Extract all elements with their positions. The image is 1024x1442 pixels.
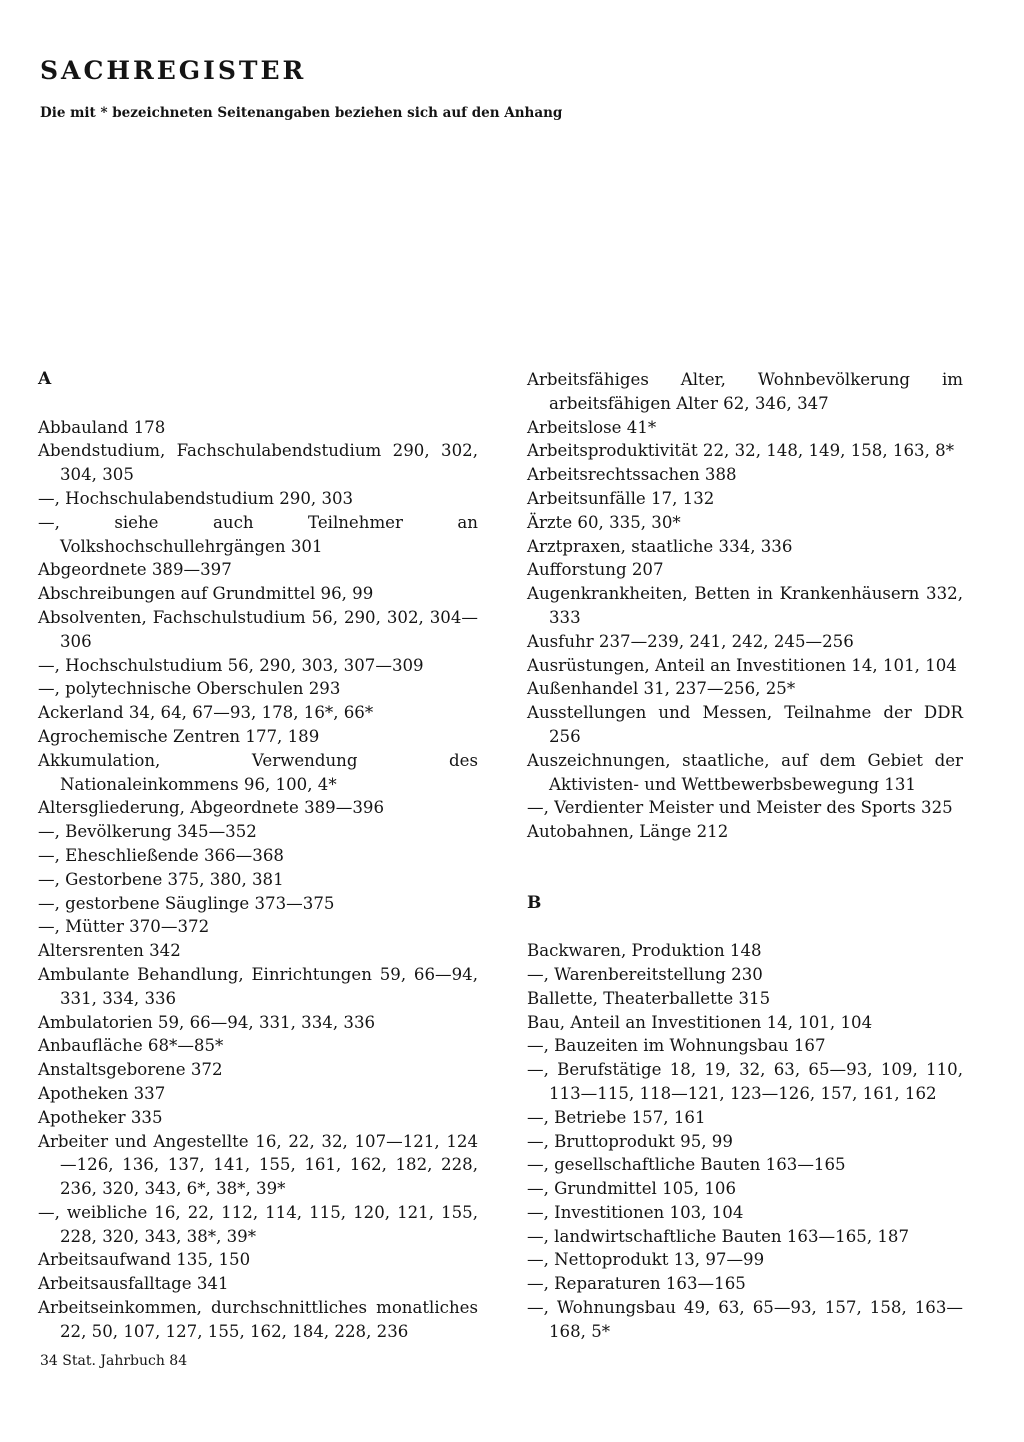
- index-entry: Arbeitseinkommen, durchschnittliches monatliches 22, 50, 107, 127, 155, 162, 184, 228, 236: [38, 1298, 478, 1341]
- index-entry: Abgeordnete 389—397: [38, 560, 232, 580]
- section-letter-b: B: [527, 892, 542, 913]
- index-entry: Ausstellungen und Messen, Teilnahme der DDR 256: [527, 703, 963, 746]
- index-entry: —, Reparaturen 163—165: [527, 1274, 746, 1294]
- index-entry: —, Gestorbene 375, 380, 381: [38, 869, 284, 889]
- index-entry: Ärzte 60, 335, 30*: [527, 512, 681, 532]
- index-entry: —, Bevölkerung 345—352: [38, 822, 257, 842]
- index-entry: Agrochemische Zentren 177, 189: [38, 726, 320, 746]
- index-entry: Arbeitsaufwand 135, 150: [38, 1250, 251, 1270]
- index-entry: Backwaren, Produktion 148: [527, 941, 762, 961]
- index-entry: Apotheken 337: [38, 1083, 166, 1103]
- index-entry: Ballette, Theaterballette 315: [527, 988, 771, 1008]
- index-entry: —, Verdienter Meister und Meister des Sports 325: [527, 798, 953, 818]
- index-entry: —, siehe auch Teilnehmer an Volkshochschullehrgängen 301: [38, 512, 478, 556]
- index-entry: —, Wohnungsbau 49, 63, 65—93, 157, 158, 163—168, 5*: [527, 1298, 963, 1341]
- index-entry: Arbeitsausfalltage 341: [38, 1274, 229, 1294]
- section-letter-a: A: [38, 369, 52, 389]
- index-entry: —, Grundmittel 105, 106: [527, 1179, 737, 1199]
- index-entry: Altersgliederung, Abgeordnete 389—396: [38, 798, 385, 818]
- index-entry: Arbeitsfähiges Alter, Wohnbevölkerung im arbeitsfähigen Alter 62, 346, 347: [527, 370, 963, 413]
- index-entry: Außenhandel 31, 237—256, 25*: [527, 679, 796, 699]
- index-column-left: [38, 368, 478, 1344]
- index-entry: Auszeichnungen, staatliche, auf dem Gebiet der Aktivisten- und Wettbewerbsbewegung 131: [527, 750, 963, 794]
- index-entry: —, Bauzeiten im Wohnungsbau 167: [527, 1036, 826, 1056]
- index-entry: Ausfuhr 237—239, 241, 242, 245—256: [527, 631, 854, 651]
- index-entry: Altersrenten 342: [38, 941, 181, 961]
- index-entry: —, weibliche 16, 22, 112, 114, 115, 120, 121, 155, 228, 320, 343, 38*, 39*: [38, 1202, 478, 1246]
- index-entry: Arbeitsunfälle 17, 132: [527, 488, 715, 508]
- index-entry: Bau, Anteil an Investitionen 14, 101, 104: [527, 1012, 873, 1032]
- index-entry: —, Eheschließende 366—368: [38, 845, 284, 865]
- page-footer: 34 Stat. Jahrbuch 84: [40, 1353, 188, 1369]
- index-entry: Ambulante Behandlung, Einrichtungen 59, 66—94, 331, 334, 336: [38, 964, 478, 1008]
- index-entry: Absolventen, Fachschulstudium 56, 290, 302, 304—306: [38, 607, 478, 651]
- index-entry: —, polytechnische Oberschulen 293: [38, 679, 341, 699]
- index-entry: —, Hochschulabendstudium 290, 303: [38, 488, 354, 508]
- index-entry: —, Mütter 370—372: [38, 917, 210, 937]
- index-entry: Aufforstung 207: [527, 560, 664, 580]
- index-entry: —, Nettoprodukt 13, 97—99: [527, 1250, 765, 1270]
- index-entry: Anbaufläche 68*—85*: [38, 1036, 224, 1056]
- index-entry: Arztpraxen, staatliche 334, 336: [527, 536, 793, 556]
- index-entry: Arbeitsrechtssachen 388: [527, 465, 737, 485]
- index-entry: —, landwirtschaftliche Bauten 163—165, 187: [527, 1226, 910, 1246]
- index-entry: Abbauland 178: [38, 417, 166, 437]
- index-entry: Augenkrankheiten, Betten in Krankenhäusern 332, 333: [527, 584, 963, 627]
- index-entry: Autobahnen, Länge 212: [527, 822, 729, 842]
- index-entry: —, gesellschaftliche Bauten 163—165: [527, 1155, 846, 1175]
- index-entry: —, Bruttoprodukt 95, 99: [527, 1131, 733, 1151]
- index-entry: Arbeitslose 41*: [527, 417, 657, 437]
- index-entry: —, Betriebe 157, 161: [527, 1107, 706, 1127]
- index-entry: —, Hochschulstudium 56, 290, 303, 307—309: [38, 655, 424, 675]
- index-entry: —, Warenbereitstellung 230: [527, 964, 763, 984]
- index-entry: Akkumulation, Verwendung des Nationaleinkommens 96, 100, 4*: [38, 750, 478, 794]
- index-entry: Abschreibungen auf Grundmittel 96, 99: [38, 584, 374, 604]
- index-entry: Arbeitsproduktivität 22, 32, 148, 149, 158, 163, 8*: [527, 441, 954, 461]
- index-entry: —, Berufstätige 18, 19, 32, 63, 65—93, 109, 110, 113—115, 118—121, 123—126, 157, 161, 162: [527, 1060, 963, 1103]
- index-entry: Ambulatorien 59, 66—94, 331, 334, 336: [38, 1012, 376, 1032]
- index-column-right: [527, 368, 963, 1344]
- page-title: SACHREGISTER: [40, 56, 307, 85]
- index-entry: Ackerland 34, 64, 67—93, 178, 16*, 66*: [38, 703, 374, 723]
- index-entry: Arbeiter und Angestellte 16, 22, 32, 107—121, 124—126, 136, 137, 141, 155, 161, 162, 182, 228, 236, 320, 343, 6*, 38*, 39*: [38, 1131, 478, 1199]
- index-entry: —, Investitionen 103, 104: [527, 1202, 744, 1222]
- page-subtitle: Die mit * bezeichneten Seitenangaben beziehen sich auf den Anhang: [40, 105, 563, 121]
- index-entry: Ausrüstungen, Anteil an Investitionen 14, 101, 104: [527, 655, 957, 675]
- index-entry: Anstaltsgeborene 372: [38, 1060, 223, 1080]
- index-entry: Apotheker 335: [38, 1107, 163, 1127]
- index-entry: —, gestorbene Säuglinge 373—375: [38, 893, 335, 913]
- index-entry: Abendstudium, Fachschulabendstudium 290, 302, 304, 305: [38, 441, 478, 485]
